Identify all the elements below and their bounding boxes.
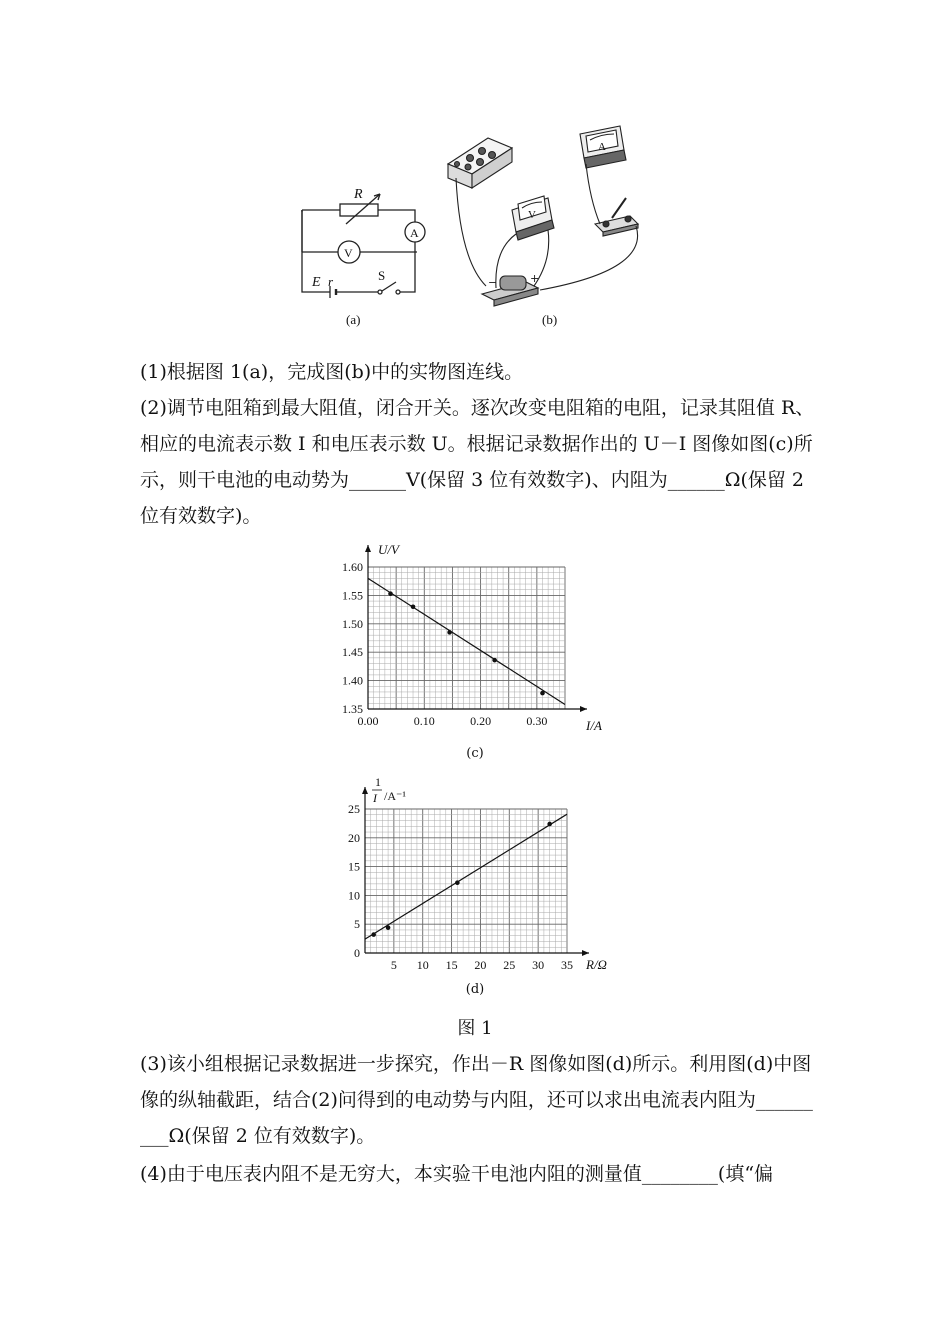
y-tick-label: 5	[354, 917, 360, 932]
ammeter-A: A	[598, 141, 606, 153]
data-point	[388, 591, 393, 596]
question-2-line-3: 示，则干电池的电动势为______V(保留 3 位有效数字)、内阻为______Ω(保留 2	[140, 469, 805, 491]
x-axis-arrow	[580, 706, 587, 712]
question-2	[140, 390, 820, 534]
apparatus-b	[448, 126, 638, 306]
y-axis-arrow	[362, 787, 368, 794]
label-R: R	[354, 187, 363, 202]
question-1	[140, 354, 820, 390]
x-tick-label: 0.20	[470, 714, 492, 728]
resistance-box	[448, 138, 512, 188]
x-tick-label: 35	[561, 958, 573, 972]
data-point	[411, 604, 416, 609]
question-1-text: (1)根据图 1(a)，完成图(b)中的实物图连线。	[140, 361, 524, 383]
fit-line	[365, 814, 567, 939]
label-S: S	[378, 268, 386, 283]
ammeter-device	[580, 126, 626, 168]
battery-minus: −	[488, 276, 498, 289]
question-4	[140, 1156, 820, 1192]
caption-b: (b)	[542, 312, 558, 327]
y-axis-label: U/V	[378, 542, 399, 557]
label-V: V	[344, 246, 353, 260]
question-3-line-1: (3)该小组根据记录数据进一步探究，作出－R 图像如图(d)所示。利用图(d)中图	[140, 1053, 812, 1075]
x-tick-label: 0.30	[526, 714, 548, 728]
caption-d: (d)	[465, 982, 485, 997]
chart-c	[320, 540, 630, 760]
knife-switch	[595, 198, 638, 236]
y-tick-label: 25	[348, 802, 360, 816]
y-axis-label-den: I	[373, 791, 377, 805]
x-tick-label: 0.00	[357, 714, 379, 728]
y-tick-label: 15	[348, 859, 360, 874]
caption-a: (a)	[346, 312, 361, 327]
chart-d	[320, 772, 630, 977]
figure-caption: 图 1	[457, 1018, 493, 1039]
x-tick-label: 5	[390, 958, 397, 972]
label-E: E	[312, 275, 321, 290]
data-point	[455, 880, 460, 885]
voltmeter-device	[512, 196, 554, 240]
question-2-line-2: 相应的电流表示数 I 和电压表示数 U。根据记录数据作出的 U－I 图像如图(c)所	[140, 433, 813, 455]
x-tick-label: 30	[532, 958, 545, 972]
y-tick-label: 1.45	[342, 645, 363, 660]
x-tick-label: 0.10	[413, 714, 435, 728]
y-tick-label: 20	[348, 830, 360, 845]
figure-1-top	[290, 120, 670, 330]
y-axis-label-unit: /A⁻¹	[384, 789, 406, 803]
data-point	[447, 630, 452, 635]
battery-plus: +	[530, 272, 540, 285]
battery-holder	[482, 272, 539, 306]
y-axis-label-num: 1	[375, 775, 381, 789]
x-tick-label: 25	[503, 958, 516, 972]
y-tick-label: 1.50	[342, 616, 363, 631]
y-tick-label: 0	[354, 946, 360, 960]
question-2-line-4: 位有效数字)。	[140, 505, 262, 527]
data-point	[371, 932, 376, 937]
fit-line	[368, 578, 565, 704]
question-3-line-2: 像的纵轴截距，结合(2)问得到的电动势与内阻，还可以求出电流表内阻为______	[140, 1089, 813, 1111]
question-3	[140, 1046, 820, 1154]
y-tick-label: 1.40	[342, 673, 363, 688]
caption-c: (c)	[466, 746, 484, 761]
data-point	[386, 925, 391, 930]
data-point	[547, 822, 552, 827]
data-point	[492, 658, 497, 663]
x-axis-arrow	[582, 950, 589, 956]
label-r: r	[328, 274, 334, 289]
x-tick-label: 15	[445, 958, 458, 972]
y-tick-label: 1.35	[342, 702, 363, 716]
x-axis-label: I/A	[586, 718, 602, 733]
y-tick-label: 1.60	[342, 560, 363, 574]
y-tick-label: 10	[348, 888, 360, 903]
x-tick-label: 10	[416, 958, 429, 972]
voltmeter-V: V	[528, 209, 536, 221]
x-tick-label: 20	[474, 958, 487, 972]
label-A: A	[410, 226, 419, 240]
question-4-line-1: (4)由于电压表内阻不是无穷大，本实验干电池内阻的测量值________(填“偏	[140, 1163, 774, 1185]
data-point	[540, 691, 545, 696]
y-tick-label: 1.55	[342, 588, 363, 603]
question-2-line-1: (2)调节电阻箱到最大阻值，闭合开关。逐次改变电阻箱的电阻，记录其阻值 R、	[140, 397, 815, 419]
x-axis-label: R/Ω	[586, 957, 607, 972]
question-3-line-3: ___Ω(保留 2 位有效数字)。	[140, 1125, 376, 1147]
y-axis-arrow	[365, 545, 371, 552]
